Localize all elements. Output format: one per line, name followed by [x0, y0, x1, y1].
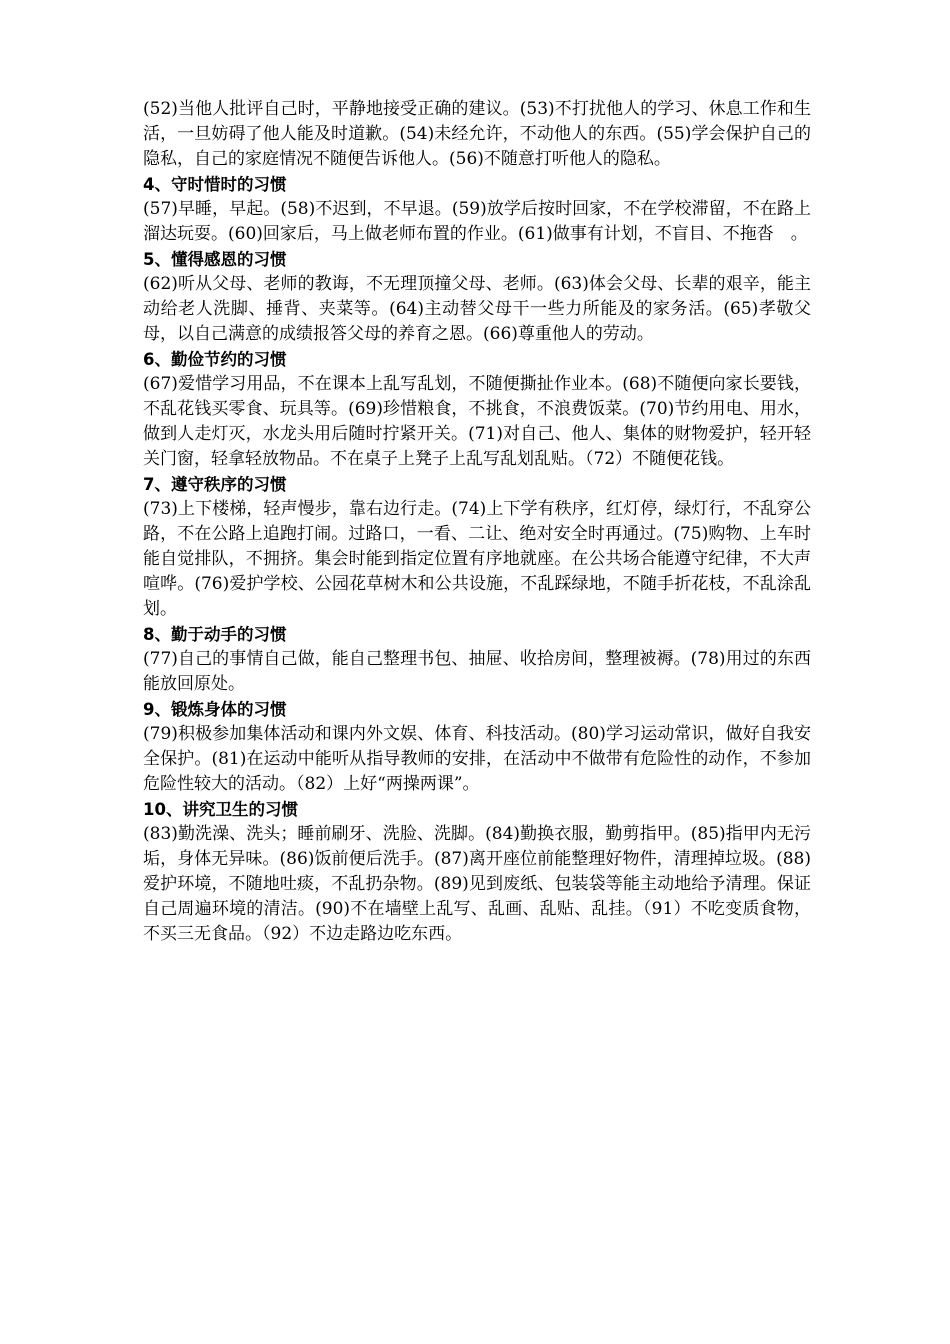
section-text: (83)勤洗澡、洗头；睡前刷牙、洗脸、洗脚。(84)勤换衣服，勤剪指甲。(85)指甲内无污垢，身体无异味。(86)饭前便后洗手。(87)离开座位前能整理好物件，清理掉垃圾。(88)爱护环境，不随地吐痰，不乱扔杂物。(89)见到废纸、包装袋等能主动地给予清理。保证自己周遍环境的清洁。(90)不在墙壁上乱写、乱画、乱贴、乱挂。（91）不吃变质食物，不买三无食品。（92）不边走路边吃东西。 [143, 824, 811, 944]
section-heading: 9、锻炼身体的习惯 [143, 700, 287, 719]
section-order [143, 472, 811, 622]
section-punctuality [143, 172, 811, 247]
section-hygiene [143, 797, 811, 947]
section-heading: 4、守时惜时的习惯 [143, 175, 287, 194]
document-page [143, 97, 811, 947]
section-exercise [143, 697, 811, 797]
section-heading: 7、遵守秩序的习惯 [143, 475, 287, 494]
section-text: (57)早睡，早起。(58)不迟到，不早退。(59)放学后按时回家，不在学校滞留，不在路上溜达玩耍。(60)回家后，马上做老师布置的作业。(61)做事有计划，不盲目、不拖沓 。 [143, 199, 811, 244]
section-thrift [143, 347, 811, 472]
section-text: (79)积极参加集体活动和课内外文娱、体育、科技活动。(80)学习运动常识，做好自我安全保护。(81)在运动中能听从指导教师的安排，在活动中不做带有危险性的动作，不参加危险性较大的活动。（82）上好“两操两课”。 [143, 724, 811, 794]
section-text: (67)爱惜学习用品，不在课本上乱写乱划，不随便撕扯作业本。(68)不随便向家长要钱，不乱花钱买零食、玩具等。(69)珍惜粮食，不挑食，不浪费饭菜。(70)节约用电、用水，做到人走灯灭，水龙头用后随时拧紧开关。(71)对自己、他人、集体的财物爱护，轻开轻关门窗，轻拿轻放物品。不在桌子上凳子上乱写乱划乱贴。（72）不随便花钱。 [143, 374, 811, 469]
section-text: (62)听从父母、老师的教诲，不无理顶撞父母、老师。(63)体会父母、长辈的艰辛，能主动给老人洗脚、捶背、夹菜等。(64)主动替父母干一些力所能及的家务活。(65)孝敬父母，以自己满意的成绩报答父母的养育之恩。(66)尊重他人的劳动。 [143, 274, 811, 344]
section-heading: 10、讲究卫生的习惯 [143, 800, 298, 819]
section-heading: 5、懂得感恩的习惯 [143, 250, 287, 269]
section-heading: 8、勤于动手的习惯 [143, 625, 287, 644]
intro-paragraph: (52)当他人批评自己时，平静地接受正确的建议。(53)不打扰他人的学习、休息工作和生活，一旦妨碍了他人能及时道歉。(54)未经允许，不动他人的东西。(55)学会保护自己的隐私，自己的家庭情况不随便告诉他人。(56)不随意打听他人的隐私。 [143, 99, 811, 169]
section-gratitude [143, 247, 811, 347]
section-heading: 6、勤俭节约的习惯 [143, 350, 287, 369]
section-handiwork [143, 622, 811, 697]
section-text: (77)自己的事情自己做，能自己整理书包、抽屉、收拾房间，整理被褥。(78)用过的东西能放回原处。 [143, 649, 811, 694]
section-text: (73)上下楼梯，轻声慢步，靠右边行走。(74)上下学有秩序，红灯停，绿灯行，不乱穿公路，不在公路上追跑打闹。过路口，一看、二让、绝对安全时再通过。(75)购物、上车时能自觉排队，不拥挤。集会时能到指定位置有序地就座。在公共场合能遵守纪律，不大声喧哗。(76)爱护学校、公园花草树木和公共设施，不乱踩绿地，不随手折花枝，不乱涂乱划。 [143, 499, 811, 619]
